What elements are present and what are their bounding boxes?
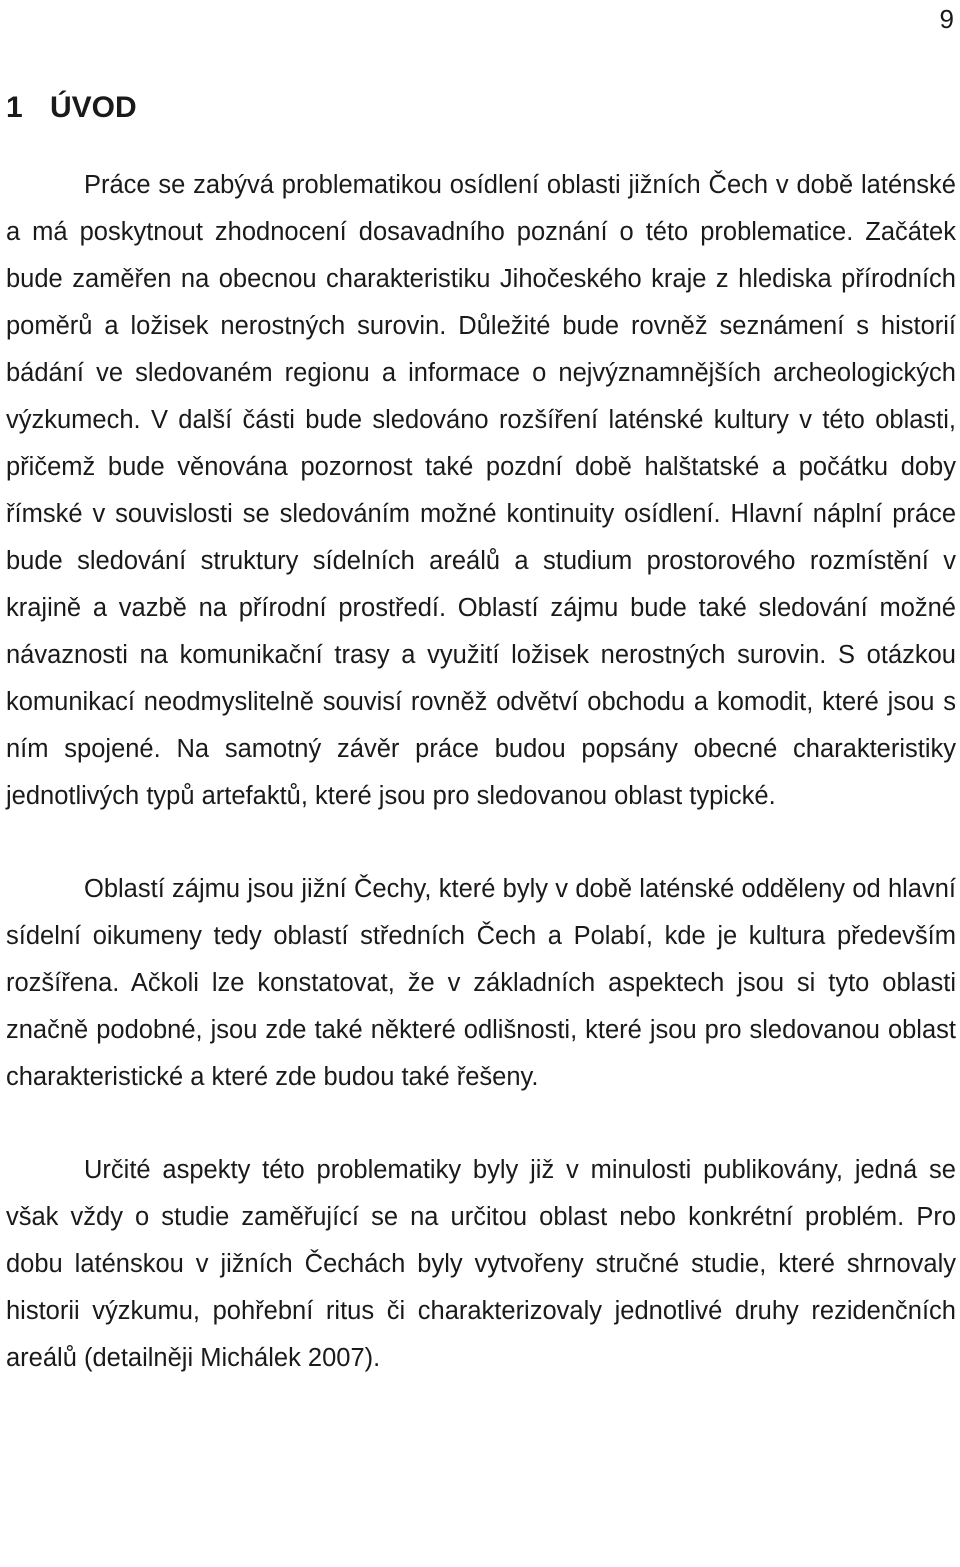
paragraph-3: Určité aspekty této problematiky byly již v minulosti publikovány, jedná se však vždy o studie zaměřující se na určitou oblast nebo konkrétní problém. Pro dobu laténskou v jižních Čechách byly vytvořeny stručné studie, které shrnovaly historii výzkumu, pohřební ritus či charakterizovaly jednotlivé druhy rezidenčních areálů (detailněji Michálek 2007). (6, 1156, 956, 1372)
chapter-body (6, 162, 956, 1428)
chapter-heading (6, 88, 137, 128)
chapter-title: ÚVOD (50, 91, 137, 124)
paragraph-1: Práce se zabývá problematikou osídlení oblasti jižních Čech v době laténské a má poskytnout zhodnocení dosavadního poznání o této problematice. Začátek bude zaměřen na obecnou charakteristiku Jihočeského kraje z hlediska přírodních poměrů a ložisek nerostných surovin. Důležité bude rovněž seznámení s historií bádání ve sledovaném regionu a informace o nejvýznamnějších archeologických výzkumech. V další části bude sledováno rozšíření laténské kultury v této oblasti, přičemž bude věnována pozornost také pozdní době halštatské a počátku doby římské v souvislosti se sledováním možné kontinuity osídlení. Hlavní náplní práce bude sledování struktury sídelních areálů a studium prostorového rozmístění v krajině a vazbě na přírodní prostředí. Oblastí zájmu bude také sledování možné návaznosti na komunikační trasy a využití ložisek nerostných surovin. S otázkou komunikací neodmyslitelně souvisí rovněž odvětví obchodu a komodit, které jsou s ním spojené. Na samotný závěr práce budou popsány obecné charakteristiky jednotlivých typů artefaktů, které jsou pro sledovanou oblast typické. (6, 171, 956, 810)
page-number: 9 (939, 4, 954, 34)
chapter-number: 1 (6, 91, 23, 124)
paragraph-2: Oblastí zájmu jsou jižní Čechy, které byly v době laténské odděleny od hlavní sídelní oikumeny tedy oblastí středních Čech a Polabí, kde je kultura především rozšířena. Ačkoli lze konstatovat, že v základních aspektech jsou si tyto oblasti značně podobné, jsou zde také některé odlišnosti, které jsou pro sledovanou oblast charakteristické a které zde budou také řešeny. (6, 875, 956, 1091)
